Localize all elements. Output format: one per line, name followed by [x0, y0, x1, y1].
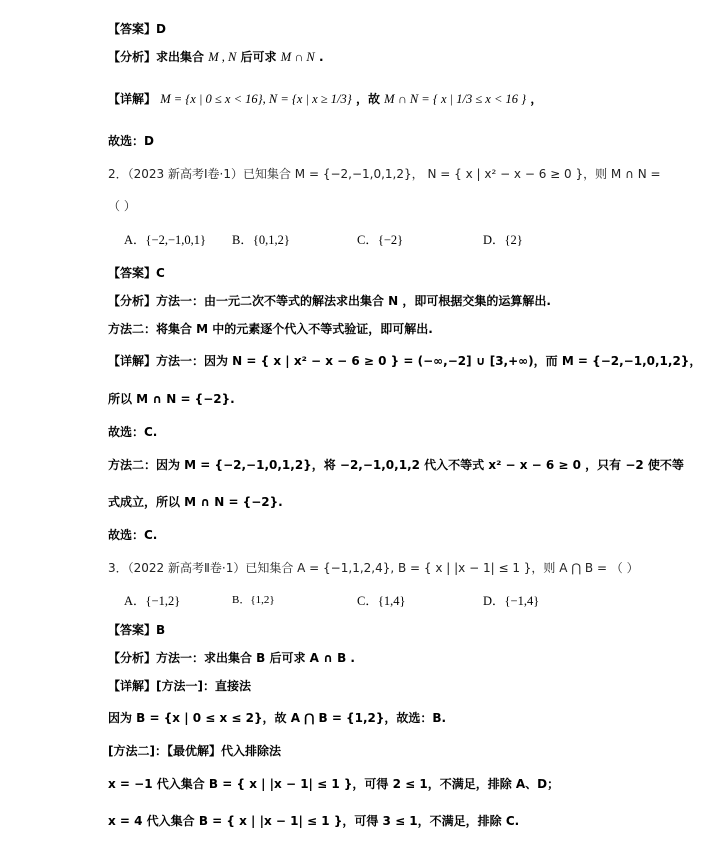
- analysis-2-method1: 【分析】方法一：由一元二次不等式的解法求出集合 N ，即可根据交集的运算解出.: [108, 294, 551, 308]
- detail-3-method1-title: 【详解】[方法一]：直接法: [108, 679, 251, 693]
- question-3-stem: 3．（2022 新高考Ⅱ卷·1）已知集合 A = {−1,1,2,4}, B = { x | |x − 1| ≤ 1 }，则 A ⋂ B = （ ）: [108, 561, 639, 575]
- detail-3-method2-title: [方法二]：【最优解】代入排除法: [108, 744, 281, 758]
- choice-2a: 故选：C.: [108, 425, 158, 439]
- answer-3: 【答案】B: [108, 623, 166, 637]
- detail-1-math2: M ∩ N = { x | 1/3 ≤ x < 16 }: [384, 92, 527, 106]
- detail-1-math: M = {x | 0 ≤ x < 16}, N = {x | x ≥ 1/3}: [160, 92, 352, 106]
- q3-option-d: D．{−1,4}: [483, 594, 540, 608]
- analysis-1: [108, 48, 690, 66]
- question-2-stem: 2．（2023 新高考Ⅰ卷·1）已知集合 M = {−2,−1,0,1,2}， N = { x | x² − x − 6 ≥ 0 }，则 M ∩ N =: [108, 167, 661, 181]
- q3-option-c: C．{1,4}: [357, 594, 406, 608]
- detail-1-tail: ，故: [355, 92, 380, 106]
- detail-2-method2: 方法二：因为 M = {−2,−1,0,1,2}，将 −2,−1,0,1,2 代入不等式 x² − x − 6 ≥ 0 ，只有 −2 使不等: [108, 458, 684, 472]
- analysis-1-end: .: [318, 50, 324, 64]
- detail-2-method2-cont: 式成立，所以 M ∩ N = {−2}.: [108, 495, 283, 509]
- answer-2: 【答案】C: [108, 266, 165, 280]
- detail-3-step1: x = −1 代入集合 B = { x | |x − 1| ≤ 1 }，可得 2 ≤ 1，不满足，排除 A、D；: [108, 777, 560, 791]
- analysis-1-math2: M ∩ N: [280, 50, 315, 64]
- answer-1: 【答案】D: [108, 22, 166, 36]
- analysis-1-math: M , N: [208, 50, 237, 64]
- detail-3-method1: 因为 B = {x | 0 ≤ x ≤ 2}，故 A ⋂ B = {1,2}，故选：B.: [108, 711, 447, 725]
- question-2-paren: （ ）: [108, 199, 136, 213]
- detail-2-result: 所以 M ∩ N = {−2}.: [108, 392, 235, 406]
- q3-option-b: B．{1,2}: [232, 594, 275, 606]
- detail-3-step2: x = 4 代入集合 B = { x | |x − 1| ≤ 1 }，可得 3 ≤ 1，不满足，排除 C.: [108, 814, 520, 828]
- analysis-3: 【分析】方法一：求出集合 B 后可求 A ∩ B .: [108, 651, 355, 665]
- q2-option-c: C．{−2}: [357, 233, 404, 247]
- q3-option-a: A．{−1,2}: [124, 594, 181, 608]
- q2-option-b: B．{0,1,2}: [232, 233, 290, 247]
- detail-1: [108, 90, 690, 108]
- detail-1-end: ，: [530, 92, 543, 106]
- q2-option-a: A．{−2,−1,0,1}: [124, 233, 207, 247]
- analysis-1-tail: 后可求: [240, 50, 277, 64]
- analysis-2-method2: 方法二：将集合 M 中的元素逐个代入不等式验证，即可解出.: [108, 322, 433, 336]
- analysis-1-lead: 【分析】求出集合: [108, 50, 205, 64]
- detail-1-lead: 【详解】: [108, 92, 157, 106]
- choice-2b: 故选：C.: [108, 528, 158, 542]
- q2-option-d: D．{2}: [483, 233, 523, 247]
- detail-2-method1: 【详解】方法一：因为 N = { x | x² − x − 6 ≥ 0 } = (−∞,−2] ∪ [3,+∞)，而 M = {−2,−1,0,1,2}，: [108, 354, 702, 368]
- choice-1: 故选：D: [108, 134, 154, 148]
